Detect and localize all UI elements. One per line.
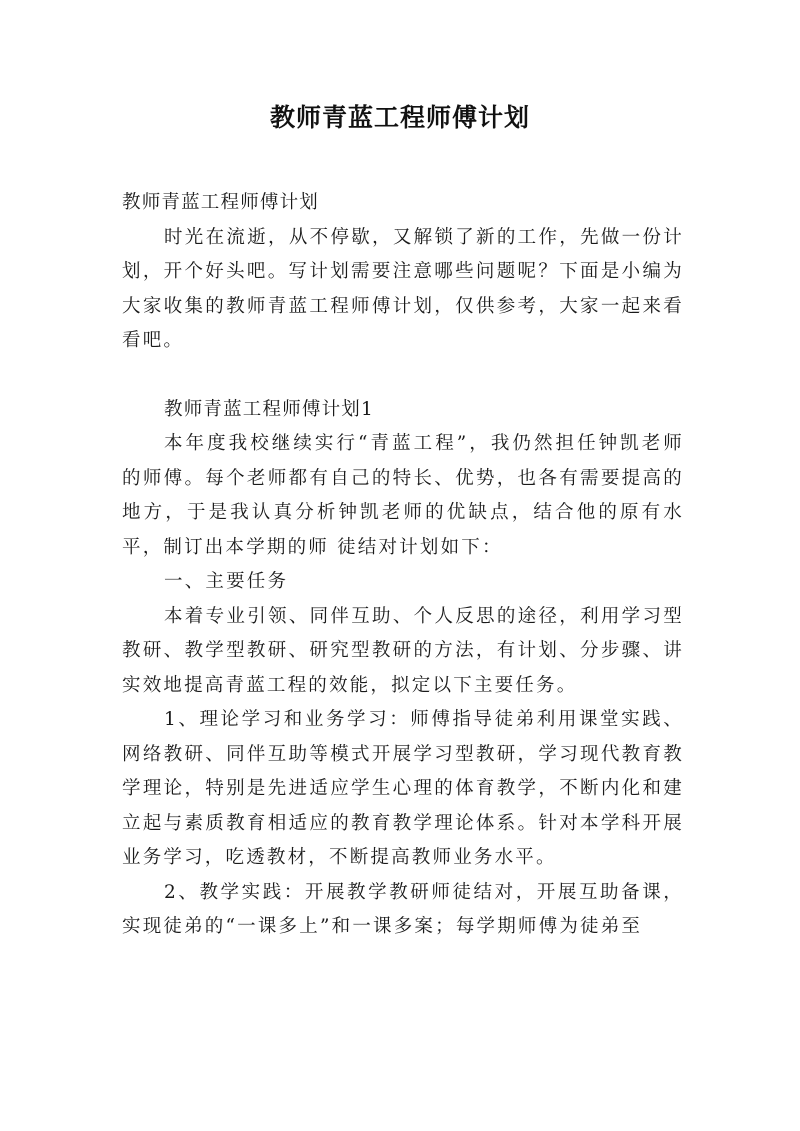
section-title: 教师青蓝工程师傅计划1: [164, 398, 374, 420]
body-paragraph: 1、理论学习和业务学习：师傅指导徒弟利用课堂实践、网络教研、同伴互助等模式开展学习型教研，学习现代教育教学理论，特别是先进适应学生心理的体育教学，不断内化和建立起与素质教育相适应的教育教学理论体系。针对本学科开展业务学习，吃透教材，不断提高教师业务水平。: [122, 709, 684, 868]
document-subtitle: 教师青蓝工程师傅计划: [122, 192, 320, 213]
body-paragraph: 本着专业引领、同伴互助、个人反思的途径，利用学习型教研、教学型教研、研究型教研的方法，有计划、分步骤、讲实效地提高青蓝工程的效能，拟定以下主要任务。: [122, 605, 684, 696]
body-paragraph: 本年度我校继续实行“青蓝工程”，我仍然担任钟凯老师的师傅。每个老师都有自己的特长、优势，也各有需要提高的地方，于是我认真分析钟凯老师的优缺点，结合他的原有水平，制订出本学期的师 徒结对计划如下：: [122, 433, 684, 558]
document-body: [122, 186, 684, 945]
intro-paragraph: 时光在流逝，从不停歇，又解锁了新的工作，先做一份计划，开个好头吧。写计划需要注意哪些问题呢？下面是小编为大家收集的教师青蓝工程师傅计划，仅供参考，大家一起来看看吧。: [122, 226, 684, 351]
paragraph-gap: [122, 359, 684, 393]
heading-main-tasks: 一、主要任务: [164, 571, 289, 592]
document-title: 教师青蓝工程师傅计划: [269, 103, 530, 132]
body-paragraph: 2、教学实践：开展教学教研师徒结对，开展互助备课，实现徒弟的“一课多上”和一课多案；每学期师傅为徒弟至: [122, 881, 684, 937]
